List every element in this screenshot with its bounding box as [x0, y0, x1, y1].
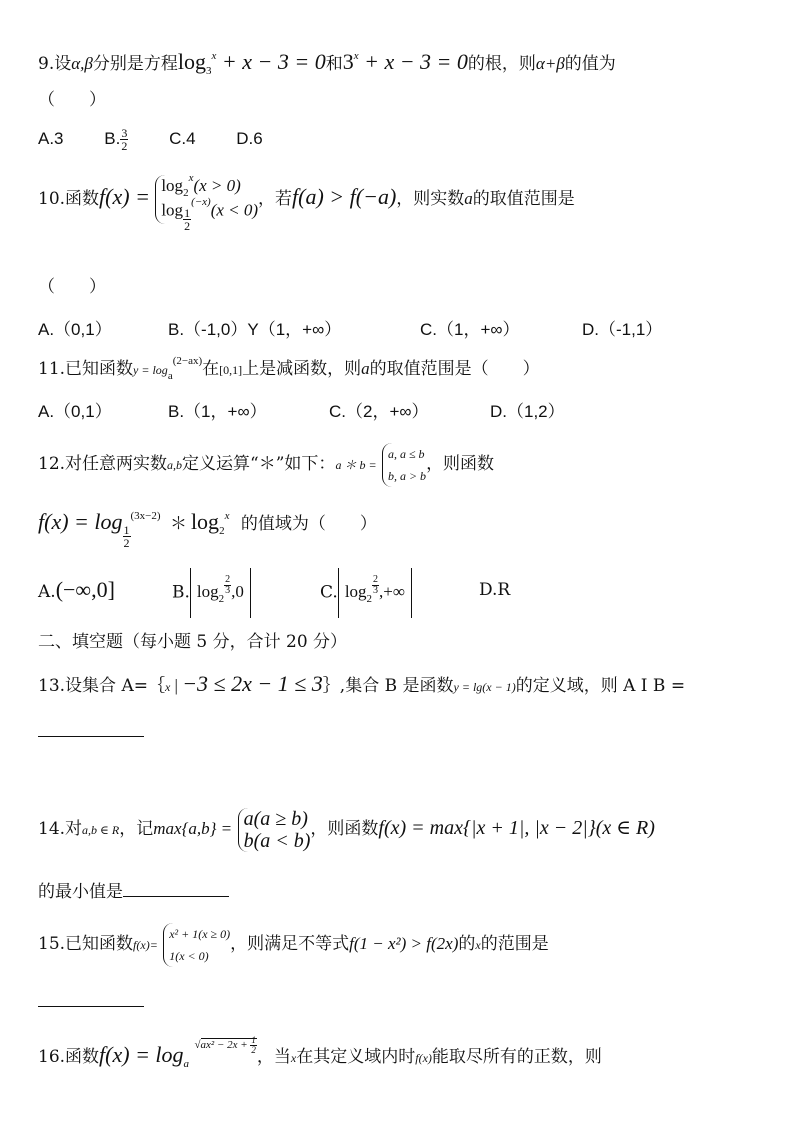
q11-options	[38, 400, 565, 424]
option-b: B.（-1,0）Y（1，+∞）	[168, 320, 342, 339]
piecewise-brace: x² + 1(x ≥ 0) 1(x < 0)	[163, 923, 230, 967]
question-15: 15.已知函数f(x)= x² + 1(x ≥ 0) 1(x < 0) ，则满足不等式f(1 − x²) > f(2x)的x的范围是	[38, 920, 549, 969]
answer-blank-15[interactable]	[38, 990, 144, 1014]
option-c: C.（1，+∞）	[420, 320, 520, 339]
question-11: 11.已知函数$y = \log_a^{(2-ax)}$在[0,1]上是减函数，则a的取值范围是（ ）	[38, 355, 540, 382]
radical: √ax² − 2x + 1 2	[194, 1034, 256, 1055]
option-d: D.（1,2）	[490, 402, 565, 421]
question-14: 14.对a,b ∈ R，记max{a,b} = a(a ≥ b) b(a < b) ，则函数f(x) = max{|x + 1|, |x − 2|}(x ∈ R)	[38, 807, 655, 852]
piecewise-brace: $\log_2^x(x > 0)$ log $\frac{1}{2}$ $^{(-x)}$(x < 0)	[155, 175, 258, 224]
max-brace: a(a ≥ b) b(a < b)	[238, 808, 311, 852]
question-9: 9.设α,β分别是方程$\log_3^x + x - 3 = 0$和$3^x + x - 3 = 0$的根，则α+β的值为	[38, 49, 616, 77]
option-d: D.6	[236, 129, 263, 148]
q9-options	[38, 127, 263, 152]
option-b: B.（1，+∞）	[168, 402, 267, 421]
question-13: 13.设集合 A=｛x | −3 ≤ 2x − 1 ≤ 3｝,集合 B 是函数y = lg(x − 1)的定义域，则 A I B =	[38, 671, 686, 696]
q9-paren: （ ）	[38, 90, 106, 110]
operation-brace: a, a ≤ b b, a > b	[382, 443, 426, 487]
q12-options	[38, 568, 511, 614]
q12-function: f(x) = log $\frac{1}{2}$ $^{(3x-2)}$ ＊ $\log_2^x$ 的值域为（ ）	[38, 509, 377, 550]
option-d: D.R	[479, 580, 511, 600]
option-c: C.（2，+∞）	[329, 402, 429, 421]
answer-blank-13[interactable]	[38, 720, 144, 744]
option-a: A.（0,1）	[38, 320, 112, 339]
option-a: A.3	[38, 129, 64, 148]
q10-options	[38, 318, 663, 342]
option-c: C.4	[169, 129, 196, 148]
question-10: 10.函数f(x) = $\log_2^x(x > 0)$ log $\frac{1}{2}$ $^{(-x)}$(x < 0) ，若f(a) > f(−a)，则实数a的取值范围是	[38, 172, 575, 233]
question-12: 12.对任意两实数a,b定义运算“＊”如下：a ＊ b = a, a ≤ b b, a > b ，则函数	[38, 440, 494, 489]
question-16: 16.函数$f(x) = \log_a ^{√ax^2 - 2x + \frac{1}{2}}$ ，当x在其定义域内时f(x)能取尽所有的正数，则	[38, 1034, 602, 1070]
q10-paren: （ ）	[38, 277, 106, 297]
option-b: B. $\log_2$ $\frac{2}{3}$ ,0	[172, 568, 251, 618]
option-b: B. $\frac{3}{2}$	[104, 126, 128, 154]
option-a: A.（0,1）	[38, 402, 112, 421]
section-heading: 二、填空题（每小题 5 分，合计 20 分）	[38, 632, 348, 652]
answer-blank-14[interactable]	[123, 882, 229, 897]
q14-tail: 的最小值是	[38, 880, 229, 904]
option-a: A.(−∞,0]	[38, 577, 115, 602]
q9-number: 9.	[38, 54, 55, 74]
option-c: C. $\log_2$ $\frac{2}{3}$ ,+∞	[320, 568, 412, 618]
option-d: D.（-1,1）	[582, 320, 663, 339]
